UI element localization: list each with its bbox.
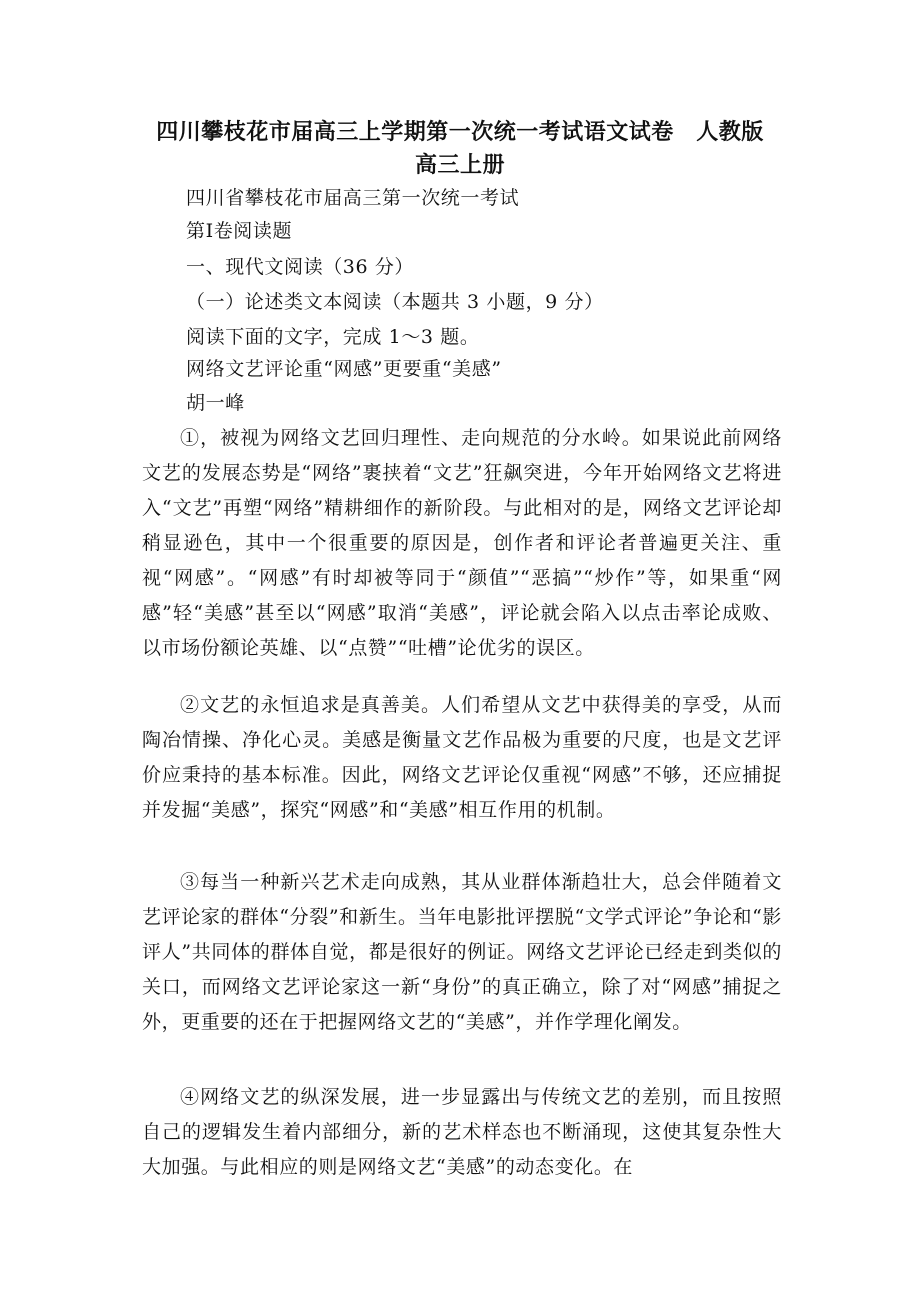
paragraph-4: ④网络文艺的纵深发展，进一步显露出与传统文艺的差别，而且按照自己的逻辑发生着内部细分，新的艺术样态也不断涌现，这使其复杂性大大加强。与此相应的则是网络文艺“美感”的动态变化。在	[142, 1086, 782, 1178]
exam-name: 四川省攀枝花市届高三第一次统一考试	[186, 187, 520, 209]
paragraph-2: ②文艺的永恒追求是真善美。人们希望从文艺中获得美的享受，从而陶冶情操、净化心灵。美感是衡量文艺作品极为重要的尺度，也是文艺评价应秉持的基本标准。因此，网络文艺评论仅重视“网感”不够，还应捕捉并发掘“美感”，探究“网感”和“美感”相互作用的机制。	[142, 694, 782, 821]
paragraph-1: ①，被视为网络文艺回归理性、走向规范的分水岭。如果说此前网络文艺的发展态势是“网络”裹挟着“文艺”狂飙突进，今年开始网络文艺将进入“文艺”再塑“网络”精耕细作的新阶段。与此相对的是，网络文艺评论却稍显逊色，其中一个很重要的原因是，创作者和评论者普遍更关注、重视“网感”。“网感”有时却被等同于“颜值”“恶搞”“炒作”等，如果重“网感”轻“美感”甚至以“网感”取消“美感”，评论就会陷入以点击率论成败、以市场份额论英雄、以“点赞”“吐槽”论优劣的误区。	[142, 427, 782, 659]
document-title-line-2: 高三上册	[414, 153, 505, 178]
paragraph-3: ③每当一种新兴艺术走向成熟，其从业群体渐趋壮大，总会伴随着文艺评论家的群体“分裂”和新生。当年电影批评摆脱“文学式评论”争论和“影评人”共同体的群体自觉，都是很好的例证。网络文艺评论已经走到类似的关口，而网络文艺评论家这一新“身份”的真正确立，除了对“网感”捕捉之外，更重要的还在于把握网络文艺的“美感”，并作学理化阐发。	[142, 871, 782, 1033]
volume-heading: 第Ⅰ卷阅读题	[186, 220, 293, 242]
article-title: 网络文艺评论重“网感”更要重“美感”	[186, 358, 502, 380]
document-title-line-1: 四川攀枝花市届高三上学期第一次统一考试语文试卷 人教版	[156, 120, 764, 145]
reading-instruction: 阅读下面的文字，完成 1～3 题。	[186, 326, 480, 348]
subsection-heading: （一）论述类文本阅读（本题共 3 小题，9 分）	[186, 291, 604, 313]
section-heading: 一、现代文阅读（36 分）	[186, 256, 415, 278]
article-author: 胡一峰	[186, 392, 245, 414]
